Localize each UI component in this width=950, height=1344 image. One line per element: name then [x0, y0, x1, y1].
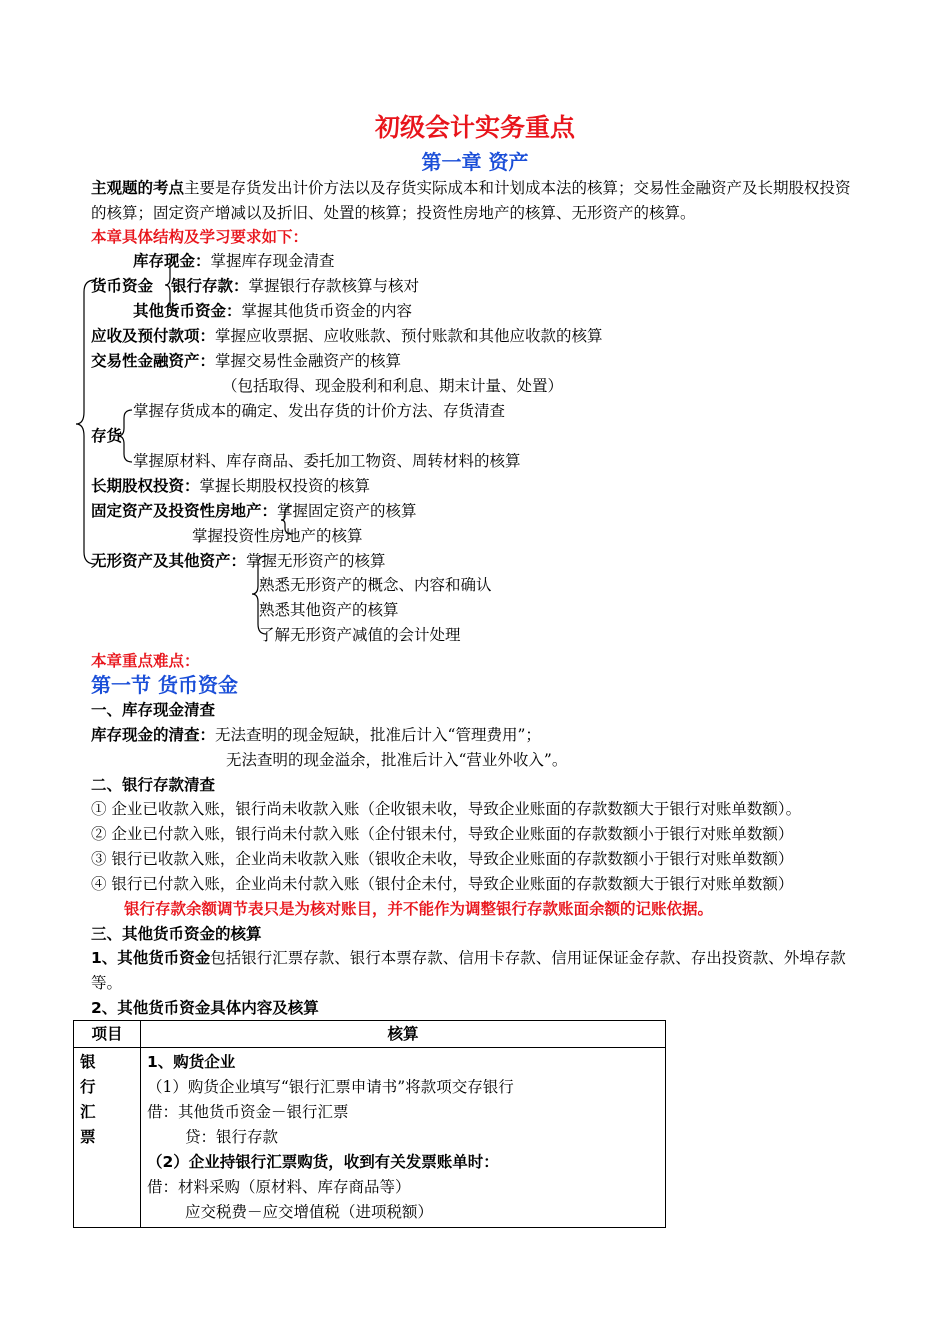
trading-assets-text: 掌握交易性金融资产的核算 — [215, 352, 402, 370]
table-line: （1）购货企业填写“银行汇票申请书”将款项交存银行 — [147, 1078, 514, 1096]
other-money-2-heading: 2、其他货币资金具体内容及核算 — [91, 999, 319, 1017]
other-money-text: 掌握其他货币资金的内容 — [241, 302, 413, 320]
section-title: 第一节 货币资金 — [91, 673, 238, 697]
row-label-char: 行 — [80, 1078, 96, 1096]
heading-other-money: 三、其他货币资金的核算 — [91, 925, 262, 943]
table-line: 应交税费－应交增值税（进项税额） — [185, 1203, 434, 1221]
bank-item-1: ① 企业已收款入账，银行尚未收款入账（企收银未收，导致企业账面的存款数额大于银行对账单数额）。 — [91, 800, 802, 818]
bank-deposit-label: 银行存款： — [171, 277, 249, 295]
cash-stock-label: 库存现金： — [133, 252, 211, 270]
struct-fixed-assets — [91, 499, 417, 524]
lt-equity-label: 长期股权投资： — [91, 477, 200, 495]
trading-assets-note: （包括取得、现金股利和利息、期末计量、处置） — [222, 377, 564, 395]
fixed-assets-line-1: 掌握固定资产的核算 — [277, 502, 417, 520]
fixed-assets-label: 固定资产及投资性房地产： — [91, 502, 278, 520]
row-label-char: 银 — [80, 1053, 96, 1071]
intangible-line-3: 熟悉其他资产的核算 — [259, 601, 399, 619]
inventory-line-2: 掌握原材料、库存商品、委托加工物资、周转材料的核算 — [133, 452, 521, 470]
table-line: （2）企业持银行汇票购货，收到有关发票账单时： — [147, 1153, 499, 1171]
row-label-char: 汇 — [80, 1103, 96, 1121]
other-money-1-text: 包括银行汇票存款、银行本票存款、信用卡存款、信用证保证金存款、存出投资款、外埠存款等。 — [91, 949, 846, 992]
trading-assets-label: 交易性金融资产： — [91, 352, 216, 370]
struct-bank-deposit — [171, 274, 419, 299]
table-row — [74, 1048, 666, 1228]
table-header-row — [74, 1021, 666, 1048]
other-money-1-label: 1、其他货币资金 — [91, 949, 211, 967]
other-money-label: 其他货币资金： — [133, 302, 242, 320]
cash-check-line-2: 无法查明的现金溢余，批准后计入“营业外收入”。 — [226, 751, 568, 769]
struct-other-money — [133, 299, 412, 324]
bank-item-4: ④ 银行已付款入账，企业尚未付款入账（银付企未付，导致企业账面的存款数额大于银行对账单数额） — [91, 875, 794, 893]
intangible-line-4: 了解无形资产减值的会计处理 — [259, 626, 461, 644]
cash-check-text-1: 无法查明的现金短缺，批准后计入“管理费用”； — [215, 726, 541, 744]
cash-check-label: 库存现金的清查： — [91, 726, 216, 744]
document-title: 初级会计实务重点 — [374, 113, 575, 142]
intro-label: 主观题的考点 — [91, 179, 185, 197]
table-header-item: 项目 — [74, 1021, 141, 1048]
intangible-label: 无形资产及其他资产： — [91, 552, 247, 570]
intro-text: 主要是存货发出计价方法以及存货实际成本和计划成本法的核算；交易性金融资产及长期股权投资的核算；固定资产增减以及折旧、处置的核算；投资性房地产的核算、无形资产的核算。 — [91, 179, 851, 222]
key-points-heading: 本章重点难点： — [91, 652, 200, 670]
heading-cash-check: 一、库存现金清查 — [91, 701, 216, 719]
structure-heading: 本章具体结构及学习要求如下： — [91, 228, 309, 246]
other-money-table — [73, 1020, 666, 1228]
table-line: 1、购货企业 — [147, 1053, 236, 1071]
table-row-content — [141, 1048, 666, 1228]
heading-bank-check: 二、银行存款清查 — [91, 776, 216, 794]
struct-cash-stock — [133, 249, 335, 274]
table-row-label — [74, 1048, 141, 1228]
intangible-line-2: 熟悉无形资产的概念、内容和确认 — [259, 576, 492, 594]
cash-stock-text: 掌握库存现金清查 — [210, 252, 335, 270]
struct-intangible — [91, 549, 386, 574]
inventory-label: 存货 — [91, 427, 123, 445]
other-money-paragraph — [91, 946, 866, 996]
cash-check-line-1 — [91, 723, 541, 748]
chapter-title: 第一章 资产 — [421, 150, 529, 174]
struct-trading-assets — [91, 349, 401, 374]
inventory-line-1: 掌握存货成本的确定、发出存货的计价方法、存货清查 — [133, 402, 506, 420]
receivables-label: 应收及预付款项： — [91, 327, 216, 345]
intangible-line-1: 掌握无形资产的核算 — [246, 552, 386, 570]
fixed-assets-line-2: 掌握投资性房地产的核算 — [192, 527, 363, 545]
struct-money-funds: 货币资金 — [91, 277, 154, 295]
bank-item-3: ③ 银行已收款入账，企业尚未收款入账（银收企未收，导致企业账面的存款数额小于银行对账单数额） — [91, 850, 794, 868]
table-line: 借：其他货币资金－银行汇票 — [147, 1103, 349, 1121]
lt-equity-text: 掌握长期股权投资的核算 — [199, 477, 371, 495]
table-line: 贷：银行存款 — [185, 1128, 279, 1146]
receivables-text: 掌握应收票据、应收账款、预付账款和其他应收款的核算 — [215, 327, 603, 345]
bank-item-2: ② 企业已付款入账，银行尚未付款入账（企付银未付，导致企业账面的存款数额小于银行对账单数额） — [91, 825, 794, 843]
bank-deposit-text: 掌握银行存款核算与核对 — [248, 277, 420, 295]
struct-receivables — [91, 324, 603, 349]
bank-note: 银行存款余额调节表只是为核对账目，并不能作为调整银行存款账面余额的记账依据。 — [124, 900, 714, 918]
table-line: 借：材料采购（原材料、库存商品等） — [147, 1178, 411, 1196]
struct-lt-equity — [91, 474, 370, 499]
row-label-char: 票 — [80, 1128, 96, 1146]
table-header-accounting: 核算 — [141, 1021, 666, 1048]
